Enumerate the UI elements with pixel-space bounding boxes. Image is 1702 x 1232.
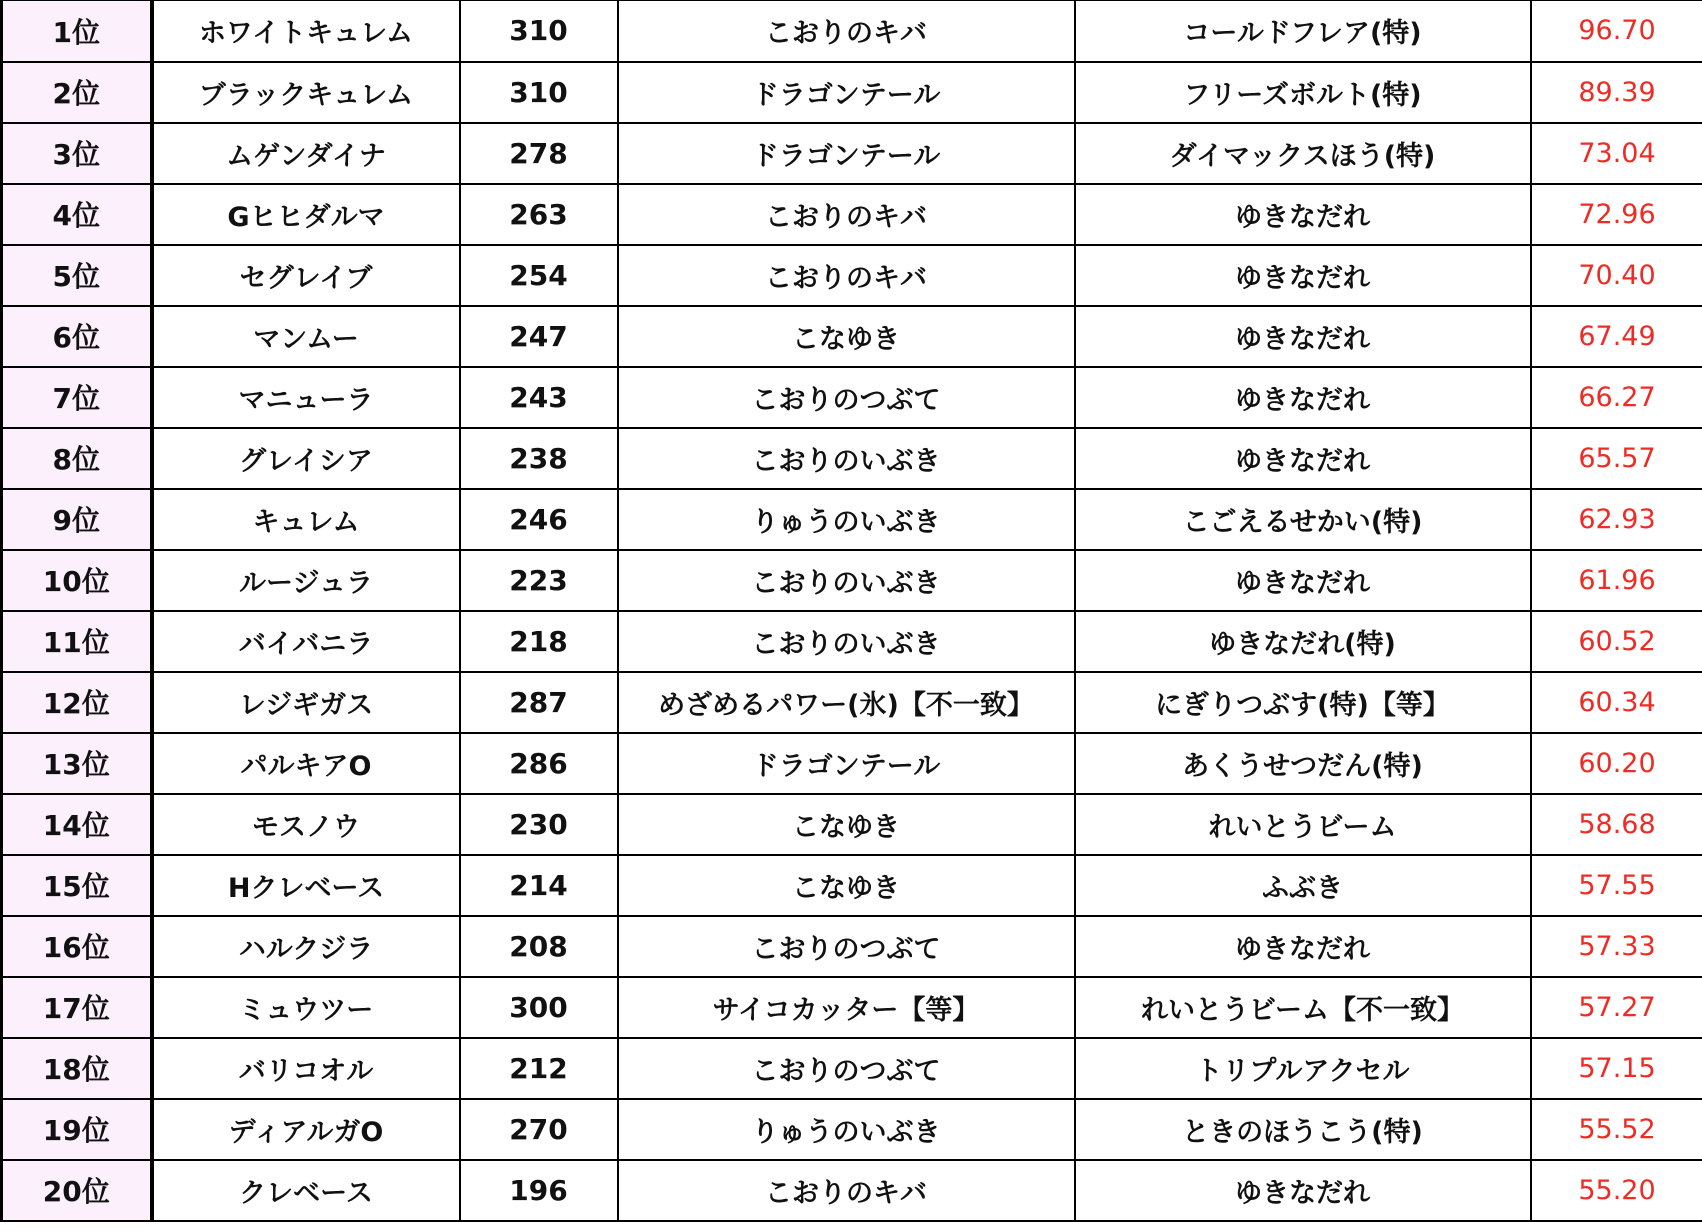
charged-move-cell: トリプルアクセル bbox=[1075, 1038, 1531, 1099]
stat-value-cell: 287 bbox=[460, 672, 618, 733]
stat-value-cell: 254 bbox=[460, 245, 618, 306]
charged-move-cell: ふぶき bbox=[1075, 855, 1531, 916]
score-cell: 96.70 bbox=[1531, 1, 1702, 62]
score-cell: 61.96 bbox=[1531, 550, 1702, 611]
rank-cell: 6位 bbox=[2, 306, 152, 367]
pokemon-name-cell: Hクレベース bbox=[152, 855, 460, 916]
score-cell: 60.34 bbox=[1531, 672, 1702, 733]
table-row bbox=[2, 123, 1702, 184]
table-row bbox=[2, 1038, 1702, 1099]
charged-move-cell: ゆきなだれ bbox=[1075, 367, 1531, 428]
charged-move-cell: ダイマックスほう(特) bbox=[1075, 123, 1531, 184]
rank-cell: 13位 bbox=[2, 733, 152, 794]
charged-move-cell: コールドフレア(特) bbox=[1075, 1, 1531, 62]
table-row bbox=[2, 184, 1702, 245]
charged-move-cell: れいとうビーム【不一致】 bbox=[1075, 977, 1531, 1038]
table-row bbox=[2, 1160, 1702, 1221]
fast-move-cell: こなゆき bbox=[618, 855, 1075, 916]
score-cell: 73.04 bbox=[1531, 123, 1702, 184]
rank-cell: 11位 bbox=[2, 611, 152, 672]
fast-move-cell: こおりのキバ bbox=[618, 184, 1075, 245]
fast-move-cell: こおりのいぶき bbox=[618, 550, 1075, 611]
fast-move-cell: こおりのキバ bbox=[618, 1, 1075, 62]
fast-move-cell: こなゆき bbox=[618, 794, 1075, 855]
fast-move-cell: サイコカッター【等】 bbox=[618, 977, 1075, 1038]
rank-cell: 20位 bbox=[2, 1160, 152, 1221]
charged-move-cell: ゆきなだれ bbox=[1075, 428, 1531, 489]
charged-move-cell: ゆきなだれ bbox=[1075, 916, 1531, 977]
rank-cell: 2位 bbox=[2, 62, 152, 123]
rank-cell: 12位 bbox=[2, 672, 152, 733]
table-row bbox=[2, 672, 1702, 733]
stat-value-cell: 223 bbox=[460, 550, 618, 611]
pokemon-name-cell: グレイシア bbox=[152, 428, 460, 489]
pokemon-name-cell: クレベース bbox=[152, 1160, 460, 1221]
fast-move-cell: ドラゴンテール bbox=[618, 123, 1075, 184]
stat-value-cell: 214 bbox=[460, 855, 618, 916]
rank-cell: 7位 bbox=[2, 367, 152, 428]
pokemon-name-cell: キュレム bbox=[152, 489, 460, 550]
stat-value-cell: 310 bbox=[460, 1, 618, 62]
charged-move-cell: ときのほうこう(特) bbox=[1075, 1099, 1531, 1160]
rank-cell: 8位 bbox=[2, 428, 152, 489]
stat-value-cell: 218 bbox=[460, 611, 618, 672]
rank-cell: 14位 bbox=[2, 794, 152, 855]
fast-move-cell: りゅうのいぶき bbox=[618, 1099, 1075, 1160]
score-cell: 62.93 bbox=[1531, 489, 1702, 550]
rank-cell: 19位 bbox=[2, 1099, 152, 1160]
charged-move-cell: れいとうビーム bbox=[1075, 794, 1531, 855]
table-row bbox=[2, 733, 1702, 794]
pokemon-name-cell: ミュウツー bbox=[152, 977, 460, 1038]
charged-move-cell: ゆきなだれ(特) bbox=[1075, 611, 1531, 672]
stat-value-cell: 270 bbox=[460, 1099, 618, 1160]
pokemon-name-cell: ルージュラ bbox=[152, 550, 460, 611]
charged-move-cell: ゆきなだれ bbox=[1075, 245, 1531, 306]
score-cell: 55.20 bbox=[1531, 1160, 1702, 1221]
stat-value-cell: 230 bbox=[460, 794, 618, 855]
stat-value-cell: 278 bbox=[460, 123, 618, 184]
score-cell: 57.27 bbox=[1531, 977, 1702, 1038]
charged-move-cell: ゆきなだれ bbox=[1075, 550, 1531, 611]
ranking-table-body bbox=[2, 1, 1702, 1221]
charged-move-cell: こごえるせかい(特) bbox=[1075, 489, 1531, 550]
stat-value-cell: 286 bbox=[460, 733, 618, 794]
stat-value-cell: 263 bbox=[460, 184, 618, 245]
score-cell: 57.33 bbox=[1531, 916, 1702, 977]
table-row bbox=[2, 794, 1702, 855]
stat-value-cell: 247 bbox=[460, 306, 618, 367]
rank-cell: 9位 bbox=[2, 489, 152, 550]
stat-value-cell: 246 bbox=[460, 489, 618, 550]
pokemon-name-cell: ブラックキュレム bbox=[152, 62, 460, 123]
pokemon-name-cell: バリコオル bbox=[152, 1038, 460, 1099]
table-row bbox=[2, 550, 1702, 611]
charged-move-cell: ゆきなだれ bbox=[1075, 184, 1531, 245]
fast-move-cell: こおりのキバ bbox=[618, 245, 1075, 306]
table-row bbox=[2, 1099, 1702, 1160]
table-row bbox=[2, 62, 1702, 123]
table-row bbox=[2, 489, 1702, 550]
table-row bbox=[2, 306, 1702, 367]
score-cell: 55.52 bbox=[1531, 1099, 1702, 1160]
score-cell: 58.68 bbox=[1531, 794, 1702, 855]
table-row bbox=[2, 367, 1702, 428]
rank-cell: 17位 bbox=[2, 977, 152, 1038]
charged-move-cell: フリーズボルト(特) bbox=[1075, 62, 1531, 123]
fast-move-cell: こおりのつぶて bbox=[618, 1038, 1075, 1099]
table-row bbox=[2, 1, 1702, 62]
rank-cell: 16位 bbox=[2, 916, 152, 977]
rank-cell: 5位 bbox=[2, 245, 152, 306]
charged-move-cell: にぎりつぶす(特)【等】 bbox=[1075, 672, 1531, 733]
score-cell: 60.20 bbox=[1531, 733, 1702, 794]
table-row bbox=[2, 245, 1702, 306]
pokemon-name-cell: レジギガス bbox=[152, 672, 460, 733]
charged-move-cell: あくうせつだん(特) bbox=[1075, 733, 1531, 794]
fast-move-cell: こなゆき bbox=[618, 306, 1075, 367]
pokemon-name-cell: Gヒヒダルマ bbox=[152, 184, 460, 245]
score-cell: 70.40 bbox=[1531, 245, 1702, 306]
stat-value-cell: 243 bbox=[460, 367, 618, 428]
stat-value-cell: 208 bbox=[460, 916, 618, 977]
score-cell: 67.49 bbox=[1531, 306, 1702, 367]
charged-move-cell: ゆきなだれ bbox=[1075, 1160, 1531, 1221]
fast-move-cell: こおりのいぶき bbox=[618, 428, 1075, 489]
charged-move-cell: ゆきなだれ bbox=[1075, 306, 1531, 367]
score-cell: 66.27 bbox=[1531, 367, 1702, 428]
fast-move-cell: りゅうのいぶき bbox=[618, 489, 1075, 550]
fast-move-cell: ドラゴンテール bbox=[618, 62, 1075, 123]
stat-value-cell: 238 bbox=[460, 428, 618, 489]
fast-move-cell: こおりのつぶて bbox=[618, 367, 1075, 428]
table-row bbox=[2, 916, 1702, 977]
score-cell: 72.96 bbox=[1531, 184, 1702, 245]
pokemon-name-cell: モスノウ bbox=[152, 794, 460, 855]
score-cell: 65.57 bbox=[1531, 428, 1702, 489]
rank-cell: 10位 bbox=[2, 550, 152, 611]
score-cell: 60.52 bbox=[1531, 611, 1702, 672]
stat-value-cell: 212 bbox=[460, 1038, 618, 1099]
pokemon-name-cell: ハルクジラ bbox=[152, 916, 460, 977]
pokemon-name-cell: マニューラ bbox=[152, 367, 460, 428]
pokemon-name-cell: パルキアO bbox=[152, 733, 460, 794]
score-cell: 89.39 bbox=[1531, 62, 1702, 123]
pokemon-name-cell: ホワイトキュレム bbox=[152, 1, 460, 62]
pokemon-name-cell: マンムー bbox=[152, 306, 460, 367]
score-cell: 57.55 bbox=[1531, 855, 1702, 916]
pokemon-name-cell: バイバニラ bbox=[152, 611, 460, 672]
fast-move-cell: こおりのキバ bbox=[618, 1160, 1075, 1221]
rank-cell: 3位 bbox=[2, 123, 152, 184]
table-row bbox=[2, 977, 1702, 1038]
table-row bbox=[2, 855, 1702, 916]
fast-move-cell: ドラゴンテール bbox=[618, 733, 1075, 794]
rank-cell: 1位 bbox=[2, 1, 152, 62]
score-cell: 57.15 bbox=[1531, 1038, 1702, 1099]
rank-cell: 4位 bbox=[2, 184, 152, 245]
stat-value-cell: 196 bbox=[460, 1160, 618, 1221]
rank-cell: 15位 bbox=[2, 855, 152, 916]
fast-move-cell: めざめるパワー(氷)【不一致】 bbox=[618, 672, 1075, 733]
stat-value-cell: 300 bbox=[460, 977, 618, 1038]
fast-move-cell: こおりのいぶき bbox=[618, 611, 1075, 672]
pokemon-name-cell: ディアルガO bbox=[152, 1099, 460, 1160]
pokemon-name-cell: セグレイブ bbox=[152, 245, 460, 306]
stat-value-cell: 310 bbox=[460, 62, 618, 123]
table-row bbox=[2, 428, 1702, 489]
table-row bbox=[2, 611, 1702, 672]
pokemon-name-cell: ムゲンダイナ bbox=[152, 123, 460, 184]
rank-cell: 18位 bbox=[2, 1038, 152, 1099]
fast-move-cell: こおりのつぶて bbox=[618, 916, 1075, 977]
